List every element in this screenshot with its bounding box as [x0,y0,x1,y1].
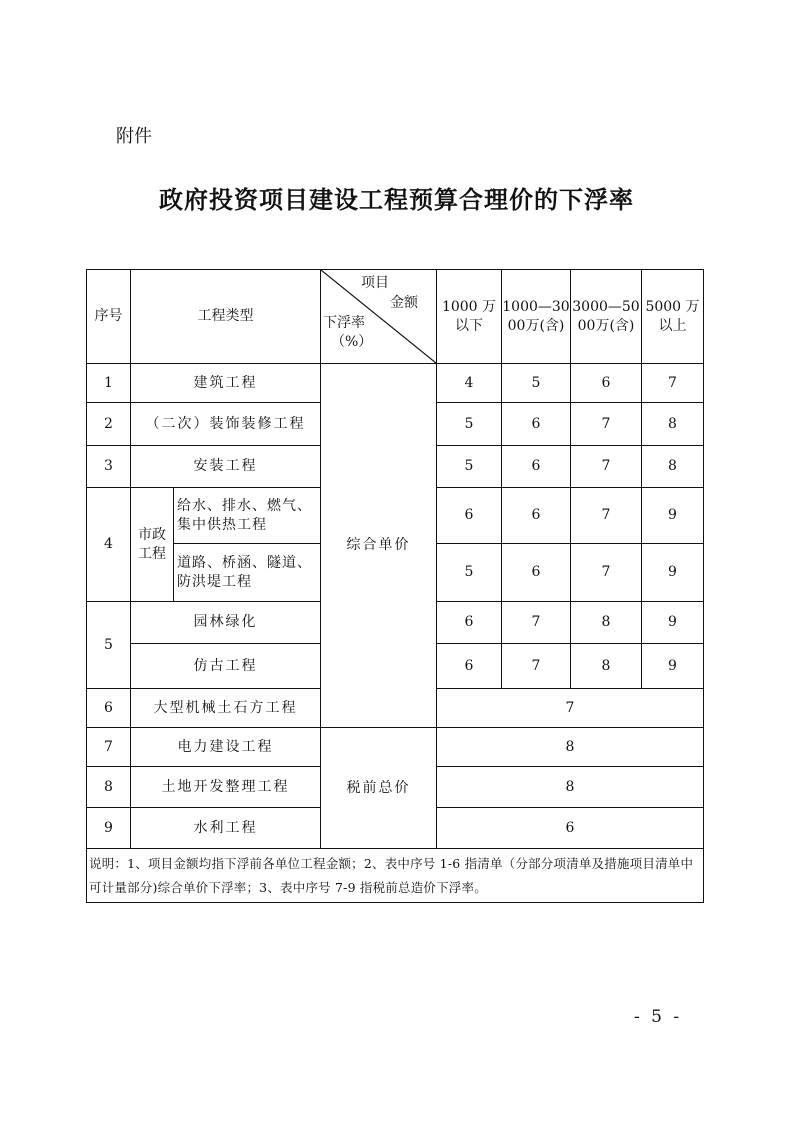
header-col-under-1000 [437,270,502,364]
rate-cell: 6 [502,488,571,544]
rate-cell: 6 [437,644,502,689]
header-type: 工程类型 [131,270,321,364]
header-col4-line2: 以上 [658,317,687,334]
header-seq: 序号 [87,270,131,364]
table-row [87,728,704,767]
rate-cell: 6 [437,602,502,644]
header-amount-label: 金额 [390,295,418,311]
rate-cell: 6 [571,364,642,403]
rate-cell: 5 [437,544,502,602]
table-note-row [87,849,704,903]
header-col4-line1: 5000 万 [645,298,700,315]
rate-cell: 8 [642,403,704,446]
rate-cell: 7 [571,403,642,446]
row-subtype: 给水、排水、燃气、集中供热工程 [174,488,321,544]
row-type: 园林绿化 [131,602,321,644]
row-seq: 7 [87,728,131,767]
rate-table [86,269,704,903]
header-col3-line1: 3000—50 [572,298,640,315]
rate-cell: 9 [642,644,704,689]
header-col1-line1: 1000 万 [441,298,497,315]
row-type: 水利工程 [131,808,321,849]
table-row [87,364,704,403]
rate-cell: 6 [502,446,571,488]
header-col-over-5000 [642,270,704,364]
rate-cell: 7 [502,602,571,644]
header-col2-line2: 00万(含) [507,317,565,334]
rate-cell: 8 [571,602,642,644]
header-col3-line2: 00万(含) [577,317,635,334]
rate-cell: 5 [437,403,502,446]
rate-cell: 9 [642,544,704,602]
rate-cell: 7 [571,446,642,488]
rate-cell: 4 [437,364,502,403]
header-item-label: 项目 [361,275,389,291]
rate-cell: 5 [502,364,571,403]
row-type: 电力建设工程 [131,728,321,767]
header-col-1000-3000 [502,270,571,364]
row-seq: 1 [87,364,131,403]
merged-rate-cell: 6 [437,808,704,849]
basis-unit-price: 综合单价 [321,364,437,728]
rate-cell: 9 [642,488,704,544]
header-col-3000-5000 [571,270,642,364]
rate-cell: 7 [642,364,704,403]
page-number: - 5 - [634,1007,683,1027]
header-rate-line1: 下浮率 [323,315,365,331]
header-rate-line2: （%） [331,334,373,350]
rate-table-container [86,269,703,903]
row-seq: 4 [87,488,131,602]
document-title: 政府投资项目建设工程预算合理价的下浮率 [159,185,634,214]
merged-rate-cell: 8 [437,767,704,808]
rate-cell: 6 [502,544,571,602]
row-seq: 5 [87,602,131,689]
row-type: （二次）装饰装修工程 [131,403,321,446]
row-seq: 9 [87,808,131,849]
rate-cell: 7 [502,644,571,689]
row-seq: 3 [87,446,131,488]
rate-cell: 7 [571,488,642,544]
row-type: 安装工程 [131,446,321,488]
row-seq: 6 [87,689,131,728]
rate-cell: 7 [571,544,642,602]
row-group-municipal: 市政工程 [131,488,174,602]
header-rate-label [323,314,372,352]
row-seq: 2 [87,403,131,446]
header-diagonal-cell [321,270,437,364]
basis-pretax-total: 税前总价 [321,728,437,849]
attachment-label: 附件 [116,126,152,147]
merged-rate-cell: 7 [437,689,704,728]
row-type: 建筑工程 [131,364,321,403]
row-subtype: 道路、桥涵、隧道、防洪堤工程 [174,544,321,602]
row-type: 土地开发整理工程 [131,767,321,808]
row-type: 大型机械土石方工程 [131,689,321,728]
rate-cell: 9 [642,602,704,644]
table-header-row [87,270,704,364]
rate-cell: 6 [437,488,502,544]
rate-cell: 6 [502,403,571,446]
rate-cell: 5 [437,446,502,488]
row-seq: 8 [87,767,131,808]
rate-cell: 8 [642,446,704,488]
header-col1-line2: 以下 [455,317,483,334]
table-note: 说明：1、项目金额均指下浮前各单位工程金额；2、表中序号 1-6 指清单（分部分项清单及措施项目清单中可计量部分)综合单价下浮率；3、表中序号 7-9 指税前总造价下浮率。 [87,849,704,903]
row-type: 仿古工程 [131,644,321,689]
header-col2-line1: 1000—30 [502,298,570,315]
merged-rate-cell: 8 [437,728,704,767]
rate-cell: 8 [571,644,642,689]
